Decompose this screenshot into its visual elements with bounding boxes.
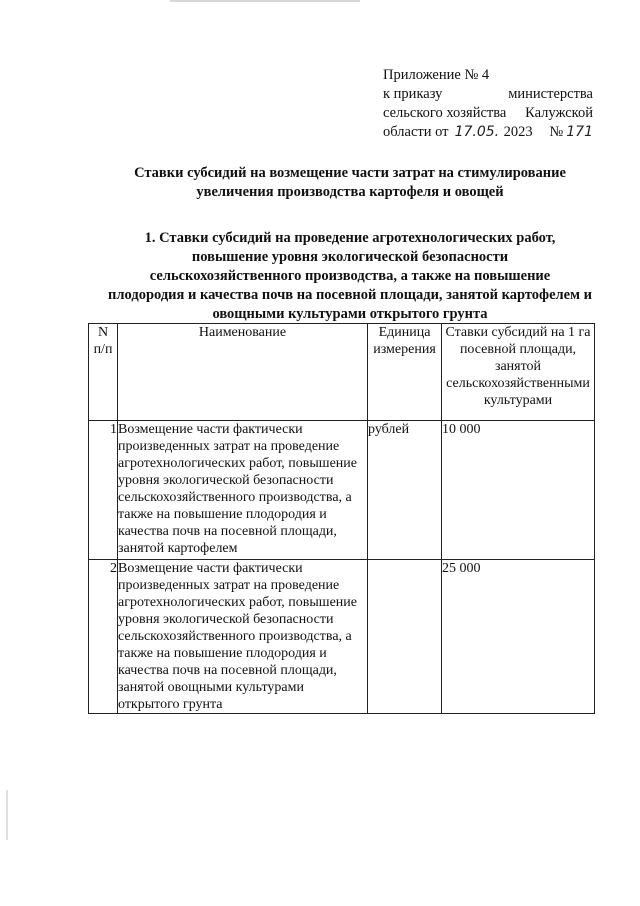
table-row	[89, 560, 595, 714]
header-unit	[368, 324, 442, 421]
header-rate-b: посевной площади,	[459, 342, 577, 357]
annex-region: Калужской	[525, 105, 593, 121]
row-name-line: также на повышение плодородия и	[118, 507, 327, 522]
rates-table	[88, 323, 595, 714]
row-name-line: качества почв на посевной площади,	[118, 663, 337, 678]
section-line-1: 1. Ставки субсидий на проведение агротехнологических работ,	[144, 230, 556, 246]
annex-order-label: к приказу	[383, 86, 443, 102]
scan-artifact-top	[170, 0, 360, 2]
table-header-row	[89, 324, 595, 421]
header-rate-a: Ставки субсидий на 1 га	[445, 325, 591, 340]
row-rate: 25 000	[442, 560, 595, 714]
row-name-line: Возмещение части фактически	[118, 561, 303, 576]
row-unit: рублей	[368, 421, 442, 560]
section-line-3: сельскохозяйственного производства, а также на повышение	[149, 268, 551, 284]
row-name-line: открытого грунта	[118, 697, 223, 712]
table-row	[89, 421, 595, 560]
header-name-text: Наименование	[198, 325, 287, 340]
row-name-line: Возмещение части фактически	[118, 422, 303, 437]
annex-line-3	[383, 104, 593, 123]
header-rate-c: занятой	[494, 359, 542, 374]
row-name	[118, 421, 368, 560]
header-rate	[442, 324, 595, 421]
scan-artifact-left	[6, 790, 8, 840]
header-rate-d: сельскохозяйственными	[446, 376, 590, 391]
annex-number-handwritten: 171	[566, 124, 593, 140]
header-rate-e: культурами	[483, 393, 553, 408]
row-name-line: агротехнологических работ, повышение	[118, 456, 357, 471]
annex-date-handwritten: 17.05.	[454, 124, 500, 140]
row-number: 1	[89, 421, 118, 560]
title-line-2: увеличения производства картофеля и овощей	[196, 184, 504, 200]
header-number	[89, 324, 118, 421]
row-name-line: сельскохозяйственного производства, а	[118, 490, 352, 505]
annex-header	[383, 66, 593, 142]
row-rate: 10 000	[442, 421, 595, 560]
section-line-4: плодородия и качества почв на посевной площади, занятой картофелем и	[108, 287, 592, 303]
annex-year: 2023	[503, 124, 533, 140]
annex-number-label: №	[549, 124, 564, 140]
row-name-line: также на повышение плодородия и	[118, 646, 327, 661]
row-name	[118, 560, 368, 714]
header-unit-a: Единица	[378, 325, 431, 340]
row-name-line: уровня экологической безопасности	[118, 473, 334, 488]
row-name-line: произведенных затрат на проведение	[118, 578, 340, 593]
row-name-line: агротехнологических работ, повышение	[118, 595, 357, 610]
header-number-pp: п/п	[93, 342, 113, 357]
section-heading	[90, 229, 610, 324]
header-number-n: N	[97, 325, 109, 340]
row-name-line: уровня экологической безопасности	[118, 612, 334, 627]
row-name-line: произведенных затрат на проведение	[118, 439, 340, 454]
header-unit-b: измерения	[373, 342, 436, 357]
row-name-line: занятой картофелем	[118, 541, 238, 556]
annex-line-2	[383, 85, 593, 104]
row-name-line: качества почв на посевной площади,	[118, 524, 337, 539]
title-line-1: Ставки субсидий на возмещение части затрат на стимулирование	[134, 165, 566, 181]
annex-line-1	[383, 66, 593, 85]
row-name-line: занятой овощными культурами	[118, 680, 304, 695]
annex-region-from: области от	[383, 124, 449, 140]
annex-agriculture: сельского хозяйства	[383, 105, 507, 121]
section-line-5: овощными культурами открытого грунта	[212, 306, 488, 322]
annex-line-4	[383, 123, 593, 142]
row-number: 2	[89, 560, 118, 714]
header-name	[118, 324, 368, 421]
row-unit	[368, 560, 442, 714]
document-title	[100, 164, 600, 202]
section-line-2: повышение уровня экологической безопасности	[191, 249, 509, 265]
annex-ministry: министерства	[508, 86, 593, 102]
row-name-line: сельскохозяйственного производства, а	[118, 629, 352, 644]
annex-title: Приложение № 4	[383, 67, 490, 83]
